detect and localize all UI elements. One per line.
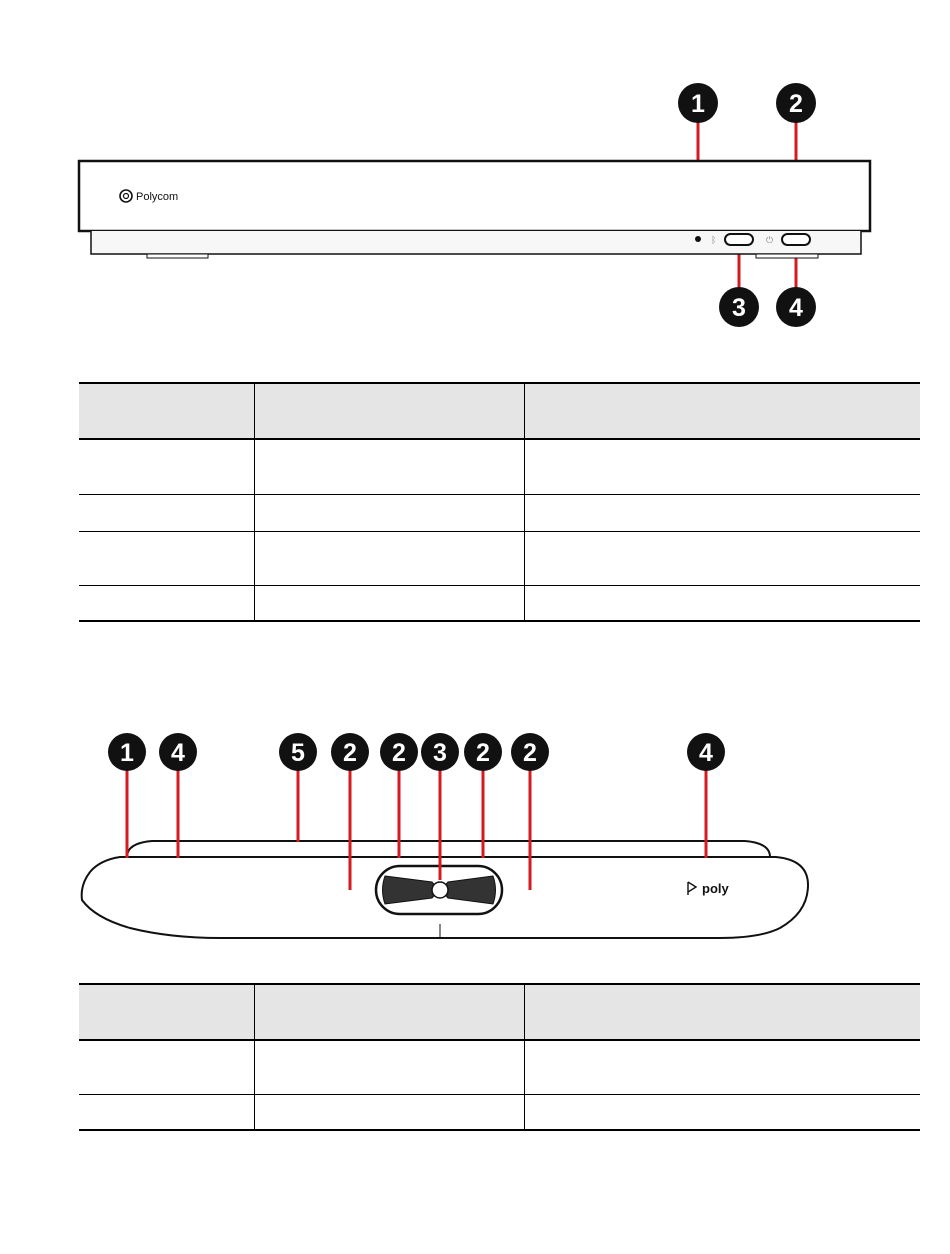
callout-label: 1 [120, 739, 134, 767]
bluetooth-icon: ᛒ [711, 236, 717, 246]
table-row [79, 1040, 920, 1094]
callout-label: 2 [343, 739, 357, 767]
power-icon: ⏻ [766, 236, 774, 246]
table-cell [255, 439, 525, 494]
table-header-cell [79, 383, 255, 439]
table-cell [255, 494, 525, 531]
callout-badge-1 [678, 83, 718, 123]
callout-badge-5 [279, 733, 317, 771]
callout-4-label: 4 [789, 294, 803, 322]
callout-label: 2 [523, 739, 537, 767]
callout-badge-3 [421, 733, 459, 771]
table-cell [79, 531, 255, 585]
callout-badge-4 [159, 733, 197, 771]
callout-label: 2 [476, 739, 490, 767]
base-unit-features-table [79, 382, 920, 622]
callout-label: 2 [392, 739, 406, 767]
table-cell [525, 585, 921, 621]
table-cell [525, 531, 921, 585]
callout-badge-2 [331, 733, 369, 771]
table-row [79, 1094, 920, 1130]
callout-label: 4 [699, 739, 713, 767]
table-header-row [79, 383, 920, 439]
table-header-cell [525, 984, 921, 1040]
video-bar-top-shell [127, 841, 770, 857]
status-led-indicator [695, 236, 701, 242]
table-cell [525, 1094, 921, 1130]
table-cell [79, 494, 255, 531]
callout-badge-2 [776, 83, 816, 123]
callout-badge-1 [108, 733, 146, 771]
callout-badge-4 [687, 733, 725, 771]
table-cell [255, 1040, 525, 1094]
callout-1-label: 1 [691, 90, 705, 118]
callout-3-label: 3 [732, 294, 746, 322]
table-cell [255, 531, 525, 585]
callout-badge-2 [380, 733, 418, 771]
table-header-row [79, 984, 920, 1040]
table-cell [525, 1040, 921, 1094]
brand-label: poly [702, 881, 729, 896]
brand-label: Polycom [136, 191, 179, 203]
base-unit-body [79, 161, 870, 231]
callout-label: 4 [171, 739, 185, 767]
table-cell [255, 585, 525, 621]
table-header-cell [79, 984, 255, 1040]
table-row [79, 439, 920, 494]
table-cell [525, 494, 921, 531]
callout-2-label: 2 [789, 90, 803, 118]
table-cell [525, 439, 921, 494]
table-cell [79, 1040, 255, 1094]
callout-label: 5 [291, 739, 305, 767]
callout-label: 3 [433, 739, 447, 767]
table-header-cell [525, 383, 921, 439]
bluetooth-button[interactable] [725, 234, 753, 245]
table-header-cell [255, 984, 525, 1040]
callout-badge-2 [464, 733, 502, 771]
table-cell [255, 1094, 525, 1130]
table-cell [79, 439, 255, 494]
table-row [79, 494, 920, 531]
table-cell [79, 1094, 255, 1130]
callout-badge-3 [719, 287, 759, 327]
base-unit-left-foot [147, 254, 208, 258]
table-header-cell [255, 383, 525, 439]
video-bar-features-table [79, 983, 920, 1131]
power-button[interactable] [782, 234, 810, 245]
callout-badge-2 [511, 733, 549, 771]
table-row [79, 585, 920, 621]
camera-lens [432, 882, 448, 898]
base-unit-front-diagram [0, 80, 950, 340]
base-unit-right-foot [756, 254, 818, 258]
table-cell [79, 585, 255, 621]
video-bar-front-diagram [0, 730, 950, 950]
callout-badge-4 [776, 287, 816, 327]
table-row [79, 531, 920, 585]
